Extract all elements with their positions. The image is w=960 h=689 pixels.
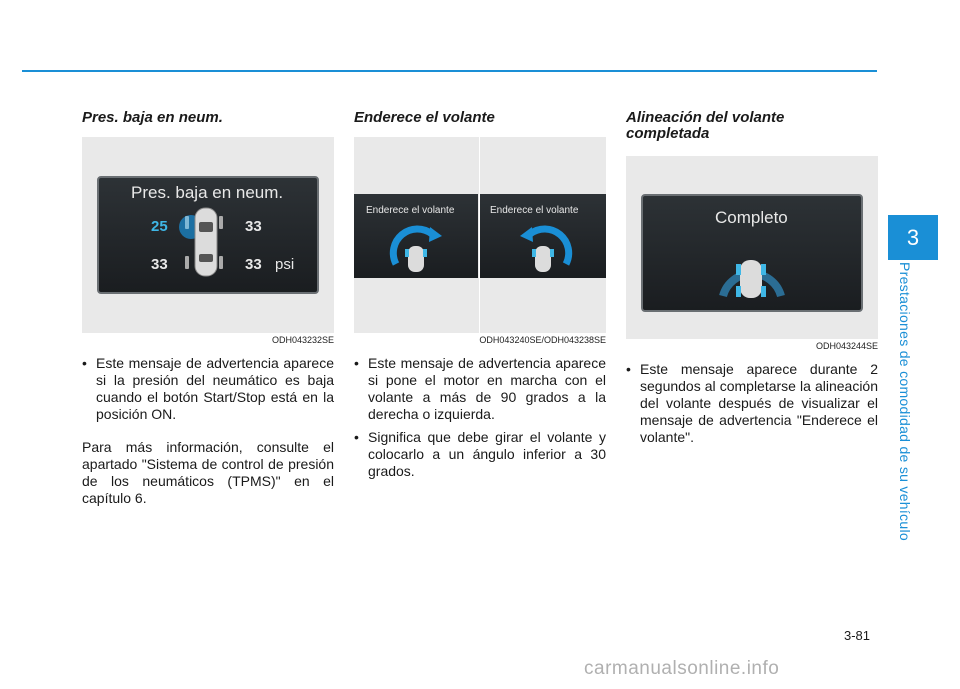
pressure-unit: psi — [275, 256, 295, 273]
steering-figure — [354, 137, 606, 333]
tire-rear-left: 33 — [151, 256, 168, 273]
section-low-tire-pressure — [82, 110, 334, 507]
chapter-tab: 3 — [888, 215, 938, 260]
alignment-figure — [626, 156, 878, 339]
list-item: • Este mensaje de advertencia aparece si pone el motor en marcha con el volante a más de 90 grados a la derecha o izquierda. — [354, 355, 606, 422]
watermark: carmanualsonline.info — [584, 658, 780, 679]
tire-front-left: 25 — [151, 218, 168, 235]
alignment-display-panel — [641, 194, 863, 312]
steering-label-right: Enderece el volante — [490, 205, 579, 216]
steering-display-right — [480, 194, 606, 278]
alignment-display-title: Completo — [715, 208, 788, 227]
tpms-figure — [82, 137, 334, 333]
page-number: 3-81 — [844, 628, 871, 643]
tpms-display-title: Pres. baja en neum. — [131, 183, 284, 202]
header-rule — [22, 70, 877, 72]
section-alignment-complete — [626, 110, 878, 452]
car-top-icon — [99, 178, 317, 292]
bullet-list — [82, 355, 334, 423]
chapter-side-title: Prestaciones de comodidad de su vehículo — [897, 262, 913, 541]
list-item: • Este mensaje de advertencia aparece si la presión del neumático es baja cuando el botón Start/Stop está en la posición ON. — [82, 355, 334, 422]
steering-label-left: Enderece el volante — [366, 205, 455, 216]
tpms-display-panel — [97, 176, 319, 294]
steering-arrow-right-icon — [354, 194, 478, 278]
figure-caption: ODH043240SE/ODH043238SE — [479, 335, 606, 345]
list-item: • Este mensaje aparece durante 2 segundos al completarse la alineación del volante después de visualizar el mensaje de advertencia "Enderece el volante". — [626, 361, 878, 445]
list-item: • Significa que debe girar el volante y colocarlo a un ángulo inferior a 30 grados. — [354, 429, 606, 479]
steering-arrow-left-icon — [480, 194, 606, 278]
section-title: Alineación del volante completada — [626, 109, 785, 142]
steering-display-left — [354, 194, 478, 278]
section-straighten-wheel — [354, 110, 606, 486]
tire-front-right: 33 — [245, 218, 262, 235]
figure-caption: ODH043244SE — [815, 341, 878, 351]
paragraph: Para más información, consulte el apartado "Sistema de control de presión de los neumáticos (TPMS)" en el capítulo 6. — [82, 439, 334, 506]
figure-caption: ODH043232SE — [271, 335, 334, 345]
bullet-list — [354, 355, 606, 480]
section-title: Enderece el volante — [354, 109, 495, 126]
section-title: Pres. baja en neum. — [82, 109, 223, 126]
tire-rear-right: 33 — [245, 256, 262, 273]
steering-complete-icon — [643, 196, 861, 310]
bullet-list — [626, 361, 878, 446]
